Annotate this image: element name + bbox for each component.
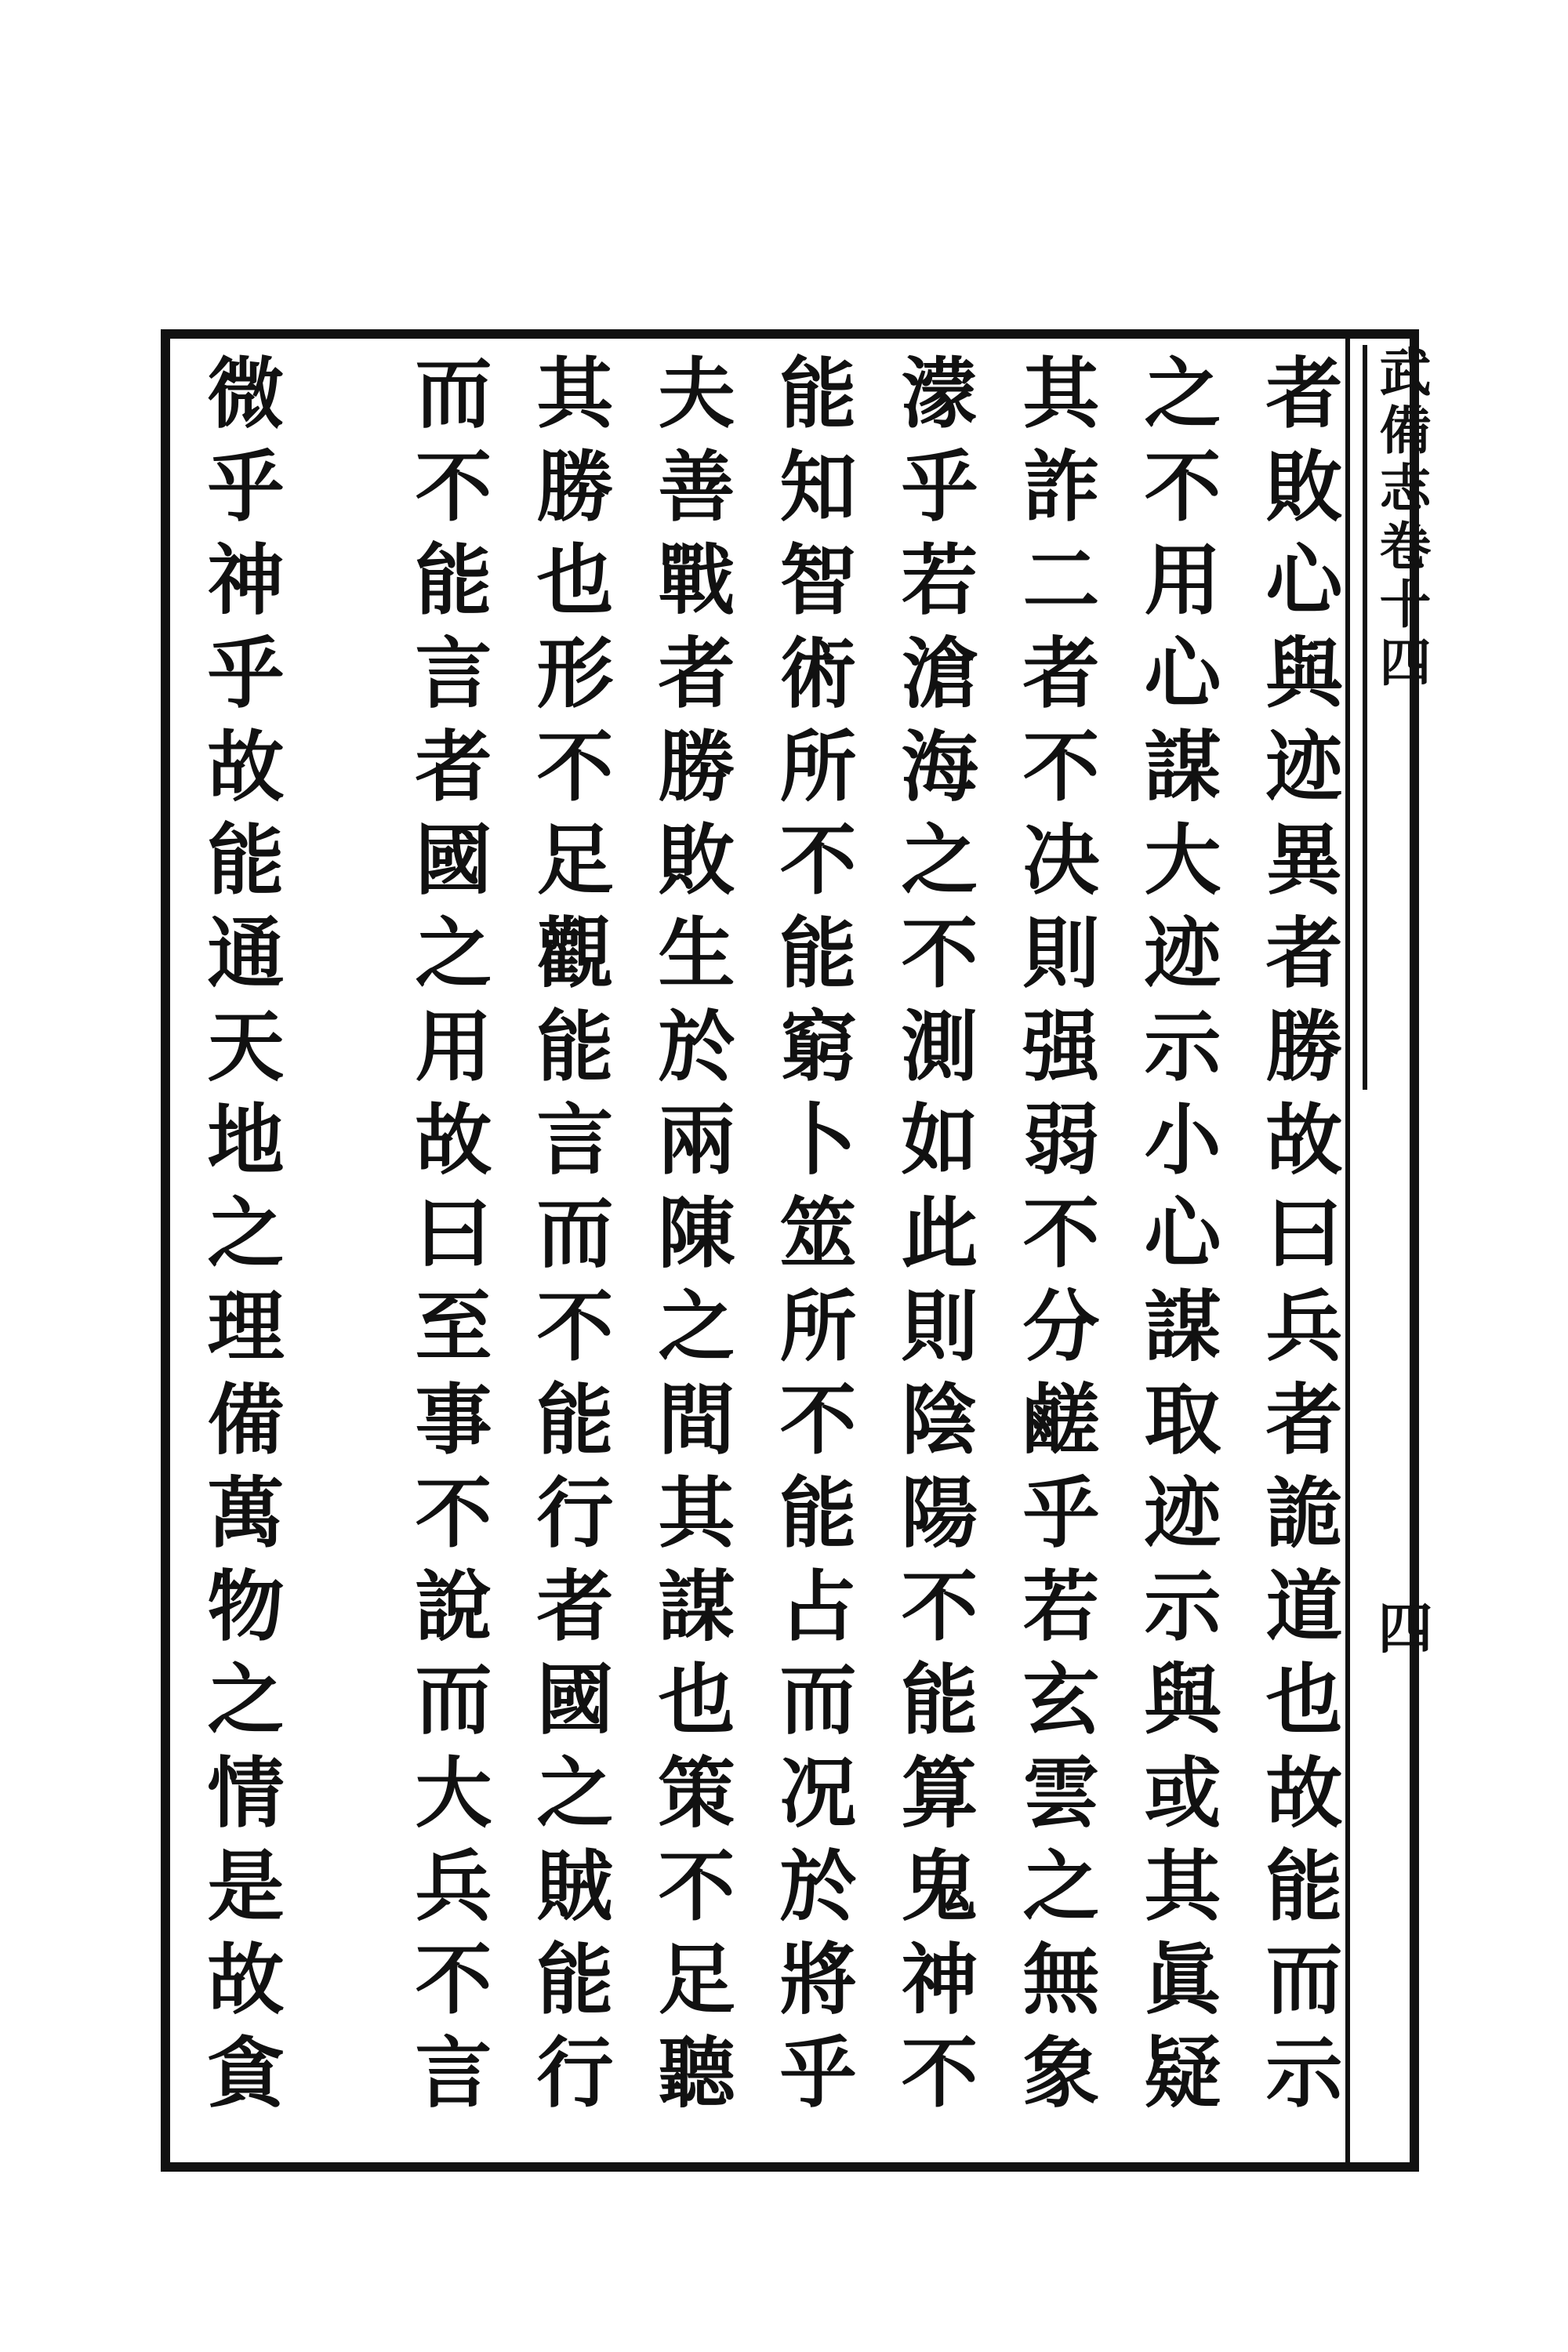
text-column-7 xyxy=(521,353,615,2148)
text-column-2-content: 之不用心謀大迹示小心謀取迹示與或其眞疑 xyxy=(1131,353,1221,2125)
margin-book-title: 武備志卷十四 xyxy=(1370,345,1432,693)
text-column-2 xyxy=(1129,353,1223,2148)
text-column-4-content: 濛乎若滄海之不測如此則陰陽不能算鬼神不 xyxy=(888,353,978,2125)
margin-divider-line xyxy=(1345,329,1350,2172)
text-column-8 xyxy=(400,353,494,2148)
text-column-1-content: 者敗心與迹異者勝故曰兵者詭道也故能而示 xyxy=(1253,353,1343,2125)
text-column-4 xyxy=(886,353,980,2148)
text-column-6-content: 夫善戰者勝敗生於兩陳之間其謀也策不足聽 xyxy=(645,353,735,2125)
text-column-3-content: 其詐二者不决則强弱不分鹺乎若玄雲之無象 xyxy=(1010,353,1100,2125)
margin-inner-line xyxy=(1363,345,1367,1090)
margin-page-number: 四 xyxy=(1369,1599,1434,1654)
text-column-9-content: 微乎神乎故能通天地之理備萬物之情是故貪 xyxy=(194,353,285,2125)
text-column-6 xyxy=(643,353,737,2148)
text-column-5 xyxy=(764,353,858,2148)
text-column-3 xyxy=(1007,353,1102,2148)
text-column-1 xyxy=(1250,353,1345,2148)
text-column-9 xyxy=(192,353,286,2148)
text-column-5-content: 能知智術所不能窮卜筮所不能占而况於將乎 xyxy=(767,353,857,2125)
text-column-7-content: 其勝也形不足觀能言而不能行者國之賊能行 xyxy=(524,353,614,2125)
text-column-8-content: 而不能言者國之用故曰至事不說而大兵不言 xyxy=(402,353,492,2125)
